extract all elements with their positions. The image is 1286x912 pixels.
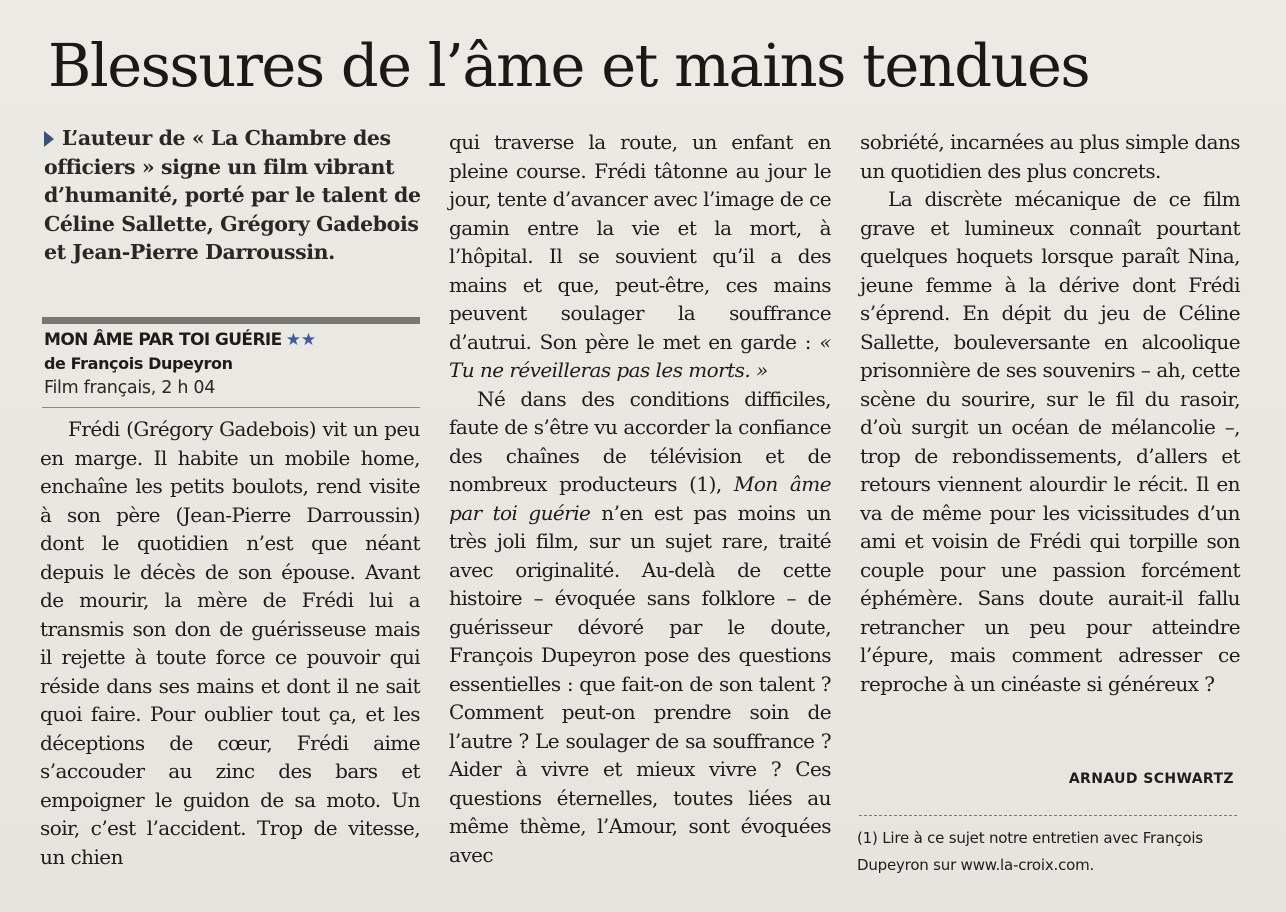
footnote-rule bbox=[859, 815, 1237, 816]
footnote: (1) Lire à ce sujet notre entretien avec François Dupeyron sur www.la-croix.com. bbox=[857, 829, 1203, 874]
article-column-1 bbox=[40, 415, 420, 871]
paragraph: sobriété, incarnées au plus simple dans un quotidien des plus concrets. bbox=[860, 130, 1240, 183]
article-lede bbox=[44, 124, 424, 267]
author-byline: ARNAUD SCHWARTZ bbox=[1068, 771, 1234, 787]
film-title: MON ÂME PAR TOI GUÉRIE bbox=[44, 330, 282, 350]
article-column-3 bbox=[860, 128, 1240, 698]
lede-text: L’auteur de « La Chambre des officiers » signe un film vibrant d’humanité, porté par le talent de Céline Sallette, Grégory Gadebois et Jean-Pierre Darroussin. bbox=[44, 126, 421, 265]
article-headline: Blessures de l’âme et mains tendues bbox=[48, 31, 1090, 100]
triangle-marker-icon bbox=[44, 131, 54, 147]
paragraph-text: n’en est pas moins un très joli film, sur un sujet rare, traité avec originalité. Au-delà de cette histoire – évoquée sans folklore – de guérisseur dévoré par le doute, François Dupeyron pose des questions essentielles : que fait-on de son talent ? Comment peut-on prendre soin de l’autre ? Le soulager de sa souffrance ? Aider à vivre et mieux vivre ? Ces questions éternelles, toutes liées au même thème, l’Amour, sont évoquées avec bbox=[449, 500, 831, 867]
paragraph: La discrète mécanique de ce film grave et lumineux connaît pourtant quelques hoquets lorsque paraît Nina, jeune femme à la dérive dont Frédi s’éprend. En dépit du jeu de Céline Sallette, bouleversante en alcoolique prisonnière de ses souvenirs – ah, cette scène du sourire, sur le fil du rasoir, d’où surgit un océan de mélancolie –, trop de rebondissements, d’allers et retours viennent alourdir le récit. Il en va de même pour les vicissitudes d’un ami et voisin de Frédi qui torpille son couple pour une passion forcément éphémère. Sans doute aurait-il fallu retrancher un peu pour atteindre l’épure, mais comment adresser ce reproche à un cinéaste si généreux ? bbox=[860, 187, 1240, 696]
info-rule bbox=[42, 407, 420, 408]
film-info-box bbox=[44, 328, 424, 400]
quote-text: « Tu ne réveilleras pas les morts. » bbox=[449, 329, 831, 382]
film-title-italic: Mon âme par toi guérie bbox=[449, 472, 831, 525]
paragraph-text: Né dans des conditions difficiles, faute de s’être vu accorder la confiance des chaînes de télévision et de nombreux producteurs (1), bbox=[449, 386, 831, 496]
paragraph bbox=[449, 385, 831, 870]
film-meta: Film français, 2 h 04 bbox=[44, 378, 216, 398]
paragraph bbox=[449, 128, 831, 385]
film-title-line bbox=[44, 328, 424, 352]
paragraph-text: qui traverse la route, un enfant en pleine course. Frédi tâtonne au jour le jour, tente d’avancer avec l’image de ce gamin entre la vie et la mort, à l’hôpital. Il se souvient qu’il a des mains et que, peut-être, ces mains peuvent soulager la souffrance d’autrui. Son père le met en garde : bbox=[449, 130, 832, 354]
article-column-2 bbox=[449, 128, 831, 869]
film-director: de François Dupeyron bbox=[44, 354, 233, 373]
star-rating-icon: ★★ bbox=[285, 330, 317, 350]
section-rule bbox=[42, 317, 420, 324]
paragraph: Frédi (Grégory Gadebois) vit un peu en marge. Il habite un mobile home, enchaîne les petits boulots, rend visite à son père (Jean-Pierre Darroussin) dont le quotidien n’est que néant depuis le décès de son épouse. Avant de mourir, la mère de Frédi lui a transmis son don de guérisseuse mais il rejette à toute force ce pouvoir qui réside dans ses mains et dont il ne sait quoi faire. Pour oublier tout ça, et les déceptions de cœur, Frédi aime s’accouder au zinc des bars et empoigner le guidon de sa moto. Un soir, c’est l’accident. Trop de vitesse, un chien bbox=[40, 417, 420, 869]
